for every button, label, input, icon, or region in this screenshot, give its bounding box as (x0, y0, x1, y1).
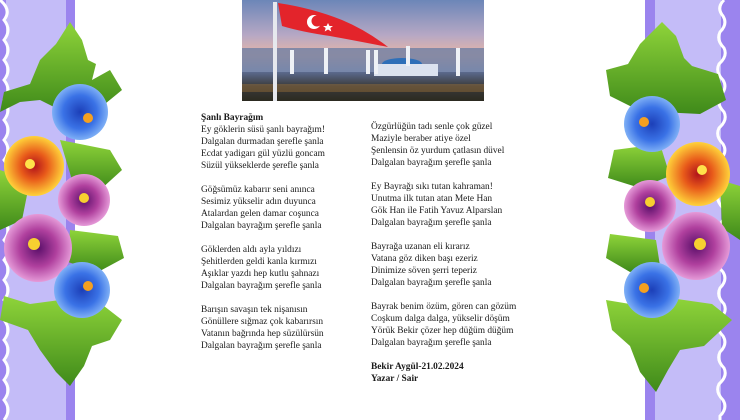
pansy-yellow (4, 136, 64, 196)
poem-line: Atalardan gelen damar coşunca (201, 209, 319, 219)
poem-line: Bayrak benim özüm, gören can gözüm (371, 302, 517, 312)
pansy-magenta-small (624, 180, 676, 232)
poem-line: Dalgalan bayrağım şerefle şanla (371, 158, 492, 168)
author-role: Yazar / Sair (371, 374, 419, 384)
poem-line: Dalgalan bayrağım şerefle şanla (371, 278, 492, 288)
author-signature: Bekir Aygül-21.02.2024 (371, 362, 464, 372)
stanza-1 (201, 124, 325, 172)
poem-line: Barışın savaşın tek nişanısın (201, 305, 308, 315)
stanza-2 (201, 184, 325, 232)
pansy-blue-top (624, 96, 680, 152)
poem-line: Dalgalan bayrağım şerefle şanla (371, 338, 492, 348)
poem-line: Ecdat yadigarı gül yüzlü goncam (201, 149, 325, 159)
poem-line: Ey Bayrağı sıkı tutan kahraman! (371, 182, 493, 192)
poem-line: Gönüllere sığmaz çok kabarırsın (201, 317, 324, 327)
poem-line: Dinimize söven şerri teperiz (371, 266, 477, 276)
poem-line: Vatanın bağrında hep süzülürsün (201, 329, 324, 339)
poem-line: Şehitlerden geldi kanla kırmızı (201, 257, 317, 267)
poem-title: Şanlı Bayrağım (201, 113, 264, 123)
poem-line: Özgürlüğün tadı senle çok güzel (371, 122, 493, 132)
poem-right-column (371, 121, 516, 385)
poem-line: Şenlensin öz yurdum çatlasın düvel (371, 146, 505, 156)
stanza-8 (371, 301, 516, 349)
poem-line: Dalgalan bayrağım şerefle şanla (371, 218, 492, 228)
stanza-3 (201, 244, 325, 292)
poem-line: Aşıklar yazdı hep kutlu şahnazı (201, 269, 320, 279)
poem-left-column (201, 112, 325, 364)
pansy-magenta-small (58, 174, 110, 226)
poem-line: Dalgalan durmadan şerefle şanla (201, 137, 324, 147)
poem-line: Unutma ilk tutan atan Mete Han (371, 194, 493, 204)
pansy-blue-bottom (54, 262, 110, 318)
poem-line: Dalgalan bayrağım şerefle şanla (201, 281, 322, 291)
stanza-5 (371, 121, 516, 169)
stanza-6 (371, 181, 516, 229)
poem-line: Vatana göz diken başı ezeriz (371, 254, 478, 264)
stanza-7 (371, 241, 516, 289)
poem-line: Göklerden aldı ayla yıldızı (201, 245, 302, 255)
poem-line: Bayrağa uzanan eli kırarız (371, 242, 470, 252)
poem-line: Sesimiz yükselir adın duyunca (201, 197, 316, 207)
right-flower-garland (600, 0, 740, 420)
pansy-blue-top (52, 84, 108, 140)
poem-line: Ey göklerin süsü şanlı bayrağım! (201, 125, 325, 135)
poem-line: Yörük Bekir çözer hep düğüm düğüm (371, 326, 514, 336)
hero-flag-image (242, 0, 484, 101)
poem-line: Dalgalan bayrağım şerefle şanla (201, 221, 322, 231)
pansy-blue-bottom (624, 262, 680, 318)
pansy-yellow (666, 142, 730, 206)
poem-line: Coşkum dalga dalga, yükselir döşüm (371, 314, 510, 324)
poem-line: Gök Han ile Fatih Yavuz Alparslan (371, 206, 503, 216)
left-flower-garland (0, 0, 140, 420)
poem-line: Göğsümüz kabarır seni anınca (201, 185, 315, 195)
stanza-4 (201, 304, 325, 352)
pansy-magenta-large (662, 212, 730, 280)
poem-line: Süzül yükseklerde şerefle şanla (201, 161, 319, 171)
poem-line: Dalgalan bayrağım şerefle şanla (201, 341, 322, 351)
poem-line: Maziyle beraber atiye özel (371, 134, 471, 144)
